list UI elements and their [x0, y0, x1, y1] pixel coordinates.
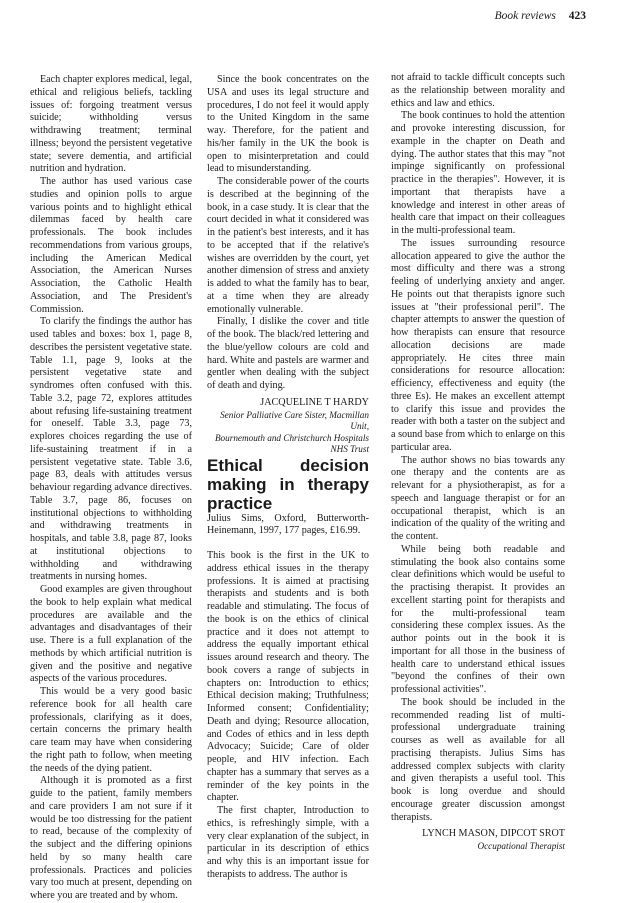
column-1 [30, 74, 192, 903]
reviewer-name: LYNCH MASON, DIPCOT SROT [422, 828, 565, 840]
review-title: Ethical decision making in therapy practice [207, 455, 369, 513]
paragraph: Each chapter explores medical, legal, ethical and religious beliefs, tackling issues of: forgoing treatment versus suicide; withholding versus withdrawing treatment; terminal illness; beyond the persistent vegetative state; severe dementia, and artificial nutrition and hydration. [30, 74, 192, 175]
reviewer-affiliation: NHS Trust [330, 444, 369, 454]
paragraph: While being both readable and stimulating the book also contains some clear definitions which would be useful to the practising therapist. It provides an excellent starting point for therapists and for the multi-professional team considering these complex issues. As the author points out in the book it is important for all those in the business of health care to understand ethical issues "beyond the confines of their own professional activities". [391, 543, 565, 695]
paragraph: Since the book concentrates on the USA and uses its legal structure and procedures, I do not feel it would apply to the United Kingdom in the same way. Therefore, for the patient and his/her family in the UK the book is open to misinterpretation and could lead to misunderstanding. [207, 74, 369, 175]
paragraph: The considerable power of the courts is described at the beginning of the book, in a case study. It is clear that the court decided in what it considered was in the patient's best interests, and it has to be accepted that if the relative's wishes are overridden by the court, yet another dimension of stress and anxiety is added to what the family has to bear, at a time when they are already emotionally vulnerable. [207, 176, 369, 315]
paragraph: The book should be included in the recommended reading list of multi-professional undergraduate training courses as well as available for all practising therapists. Julius Sims has addressed complex subjects with clarity and given therapists a useful tool. This book is long overdue and should encourage greater discussion amongst therapists. [391, 696, 565, 823]
running-header [495, 10, 586, 22]
reviewer-affiliation: Occupational Therapist [477, 841, 565, 851]
book-info: Julius Sims, Oxford, Butterworth-Heinemann, 1997, 177 pages, £16.99. [207, 512, 369, 537]
paragraph: This book is the first in the UK to address ethical issues in the therapy professions. It is aimed at practising therapists and students and is both readable and stimulating. The focus of the book is on the ethics of clinical practice and it does not attempt to address the equally important ethical issues around research and theory. The book covers a range of subjects in chapters on: Introduction to ethics; Ethical decision making; Truthfulness; Informed consent; Confidentiality; Death and dying; Resource allocation, and Codes of ethics and in less depth Advocacy; Suicide; Care of older people, and HIV infection. Each chapter has a summary that serves as a reminder of the key points in the chapter. [207, 550, 369, 804]
paragraph: Finally, I dislike the cover and title of the book. The black/red lettering and the blue/yellow colours are cold and hard. White and pastels are warmer and gentler when dealing with the subject of death and dying. [207, 316, 369, 391]
paragraph: not afraid to tackle difficult concepts such as the relationship between morality and ethics and law and ethics. [391, 72, 565, 109]
column-3 [391, 72, 565, 853]
reviewer-affiliation: Senior Palliative Care Sister, Macmillan Unit, [220, 409, 369, 431]
paragraph: This would be a very good basic reference book for all health care professionals, clarifying as it does, certain concerns the primary health care team may have when considering the right path to follow, when meeting the needs of the dying patient. [30, 686, 192, 774]
paragraph: The book continues to hold the attention and provoke interesting discussion, for example in the chapter on Death and dying. The author states that this may "not impinge significantly on professional practice in the therapies". However, it is important that therapists have a knowledge and interest in other areas of health care that impact on their colleagues in the multi-professional team. [391, 110, 565, 236]
paragraph: The author shows no bias towards any one therapy and the contents are as relevant for a physiotherapist, as for a speech and language therapist or for an occupational therapist, which is an indication of the quality of the writing and the content. [391, 454, 565, 542]
reviewer-name: JACQUELINE T HARDY [260, 396, 369, 408]
paragraph: To clarify the findings the author has used tables and boxes: box 1, page 8, describes the persistent vegetative state. Table 1.1, page 9, looks at the persistent vegetative state and syndromes often confused with this. Table 3.2, page 72, explores attitudes about refusing life-sustaining treatment for oneself. Table 3.3, page 73, explores choices regarding the use of life-sustaining treatment if in a persistent vegetative state. Table 3.6, page 83, deals with attitudes versus behaviour regarding advance directives. Table 3.7, page 86, focuses on institutional objections to withholding and withdrawing treatments in hospitals, and table 3.8, page 87, looks at institutional objections to withholding and withdrawing treatments in nursing homes. [30, 316, 192, 583]
paragraph: The author has used various case studies and opinion polls to argue various points and to highlight ethical dilemmas faced by health care professionals. The book includes recommendations from various groups, including the American Medical Association, the American Nurses Association, the Catholic Health Association, and The President's Commission. [30, 176, 192, 315]
reviewer-signature [391, 828, 565, 852]
paragraph: Good examples are given throughout the book to help explain what medical procedures are available and the advantages and disadvantages of their use. There is a full explanation of the methods by which artificial nutrition is given and the positive and negative aspects of the various procedures. [30, 584, 192, 685]
reviewer-affiliation: Bournemouth and Christchurch Hospitals [214, 432, 369, 443]
paragraph: Although it is promoted as a first guide to the patient, family members and care providers I am not sure if it would be too distressing for the patient to read, because of the complexity of the subject and the differing opinions held by so many health care professionals. Practices and policies vary too much at present, depending on where you are treated and by whom. [30, 775, 192, 901]
page-number: 423 [568, 10, 586, 22]
reviewer-signature [207, 397, 369, 456]
paragraph: The issues surrounding resource allocation appeared to give the author the most difficulty and there was a strong feeling of underlying anxiety and anger. He points out that therapists ignore such issues at "their professional peril". The chapter attempts to answer the question of how therapists can ensure that resource allocation decisions are made appropriately. He cites three main considerations for resource allocation: efficiency, effectiveness and equity (the three Es). He makes an excellent attempt to clarify this issue and provides the reader with both a taster on the subject and a sound base from which to enlarge on this particular area. [391, 237, 565, 453]
section-title: Book reviews [494, 10, 556, 22]
column-2 [207, 74, 369, 882]
paragraph: The first chapter, Introduction to ethics, is refreshingly simple, with a very clear explanation of the subject, in particular in its description of ethics and why this is an important issue for therapists to address. The author is [207, 805, 369, 880]
